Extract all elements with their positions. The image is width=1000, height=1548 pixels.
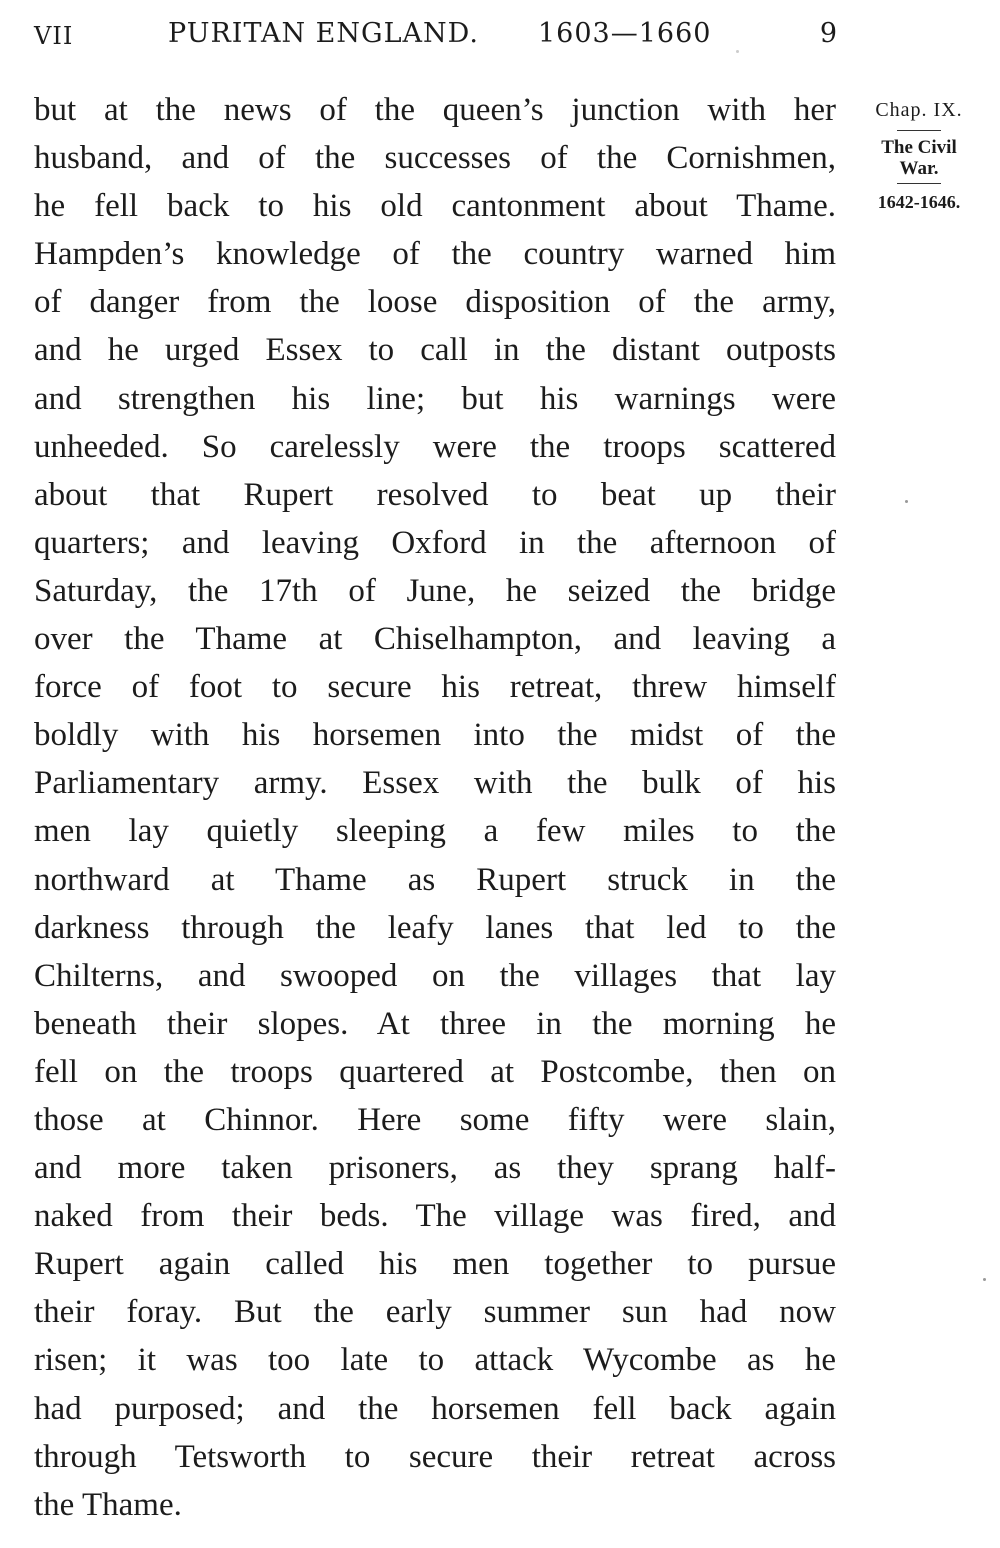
text-line: Rupert again called his men together to pursue xyxy=(34,1246,836,1283)
text-line: unheeded. So carelessly were the troops scattered xyxy=(34,428,836,465)
text-line: their foray. But the early summer sun had now xyxy=(34,1294,836,1331)
text-line: men lay quietly sleeping a few miles to the xyxy=(34,813,836,850)
text-line: of danger from the loose disposition of the army, xyxy=(34,284,836,321)
text-line: but at the news of the queen’s junction with her xyxy=(34,92,836,128)
text-line: northward at Thame as Rupert struck in the xyxy=(34,861,836,898)
text-line: Chilterns, and swooped on the villages that lay xyxy=(34,957,836,994)
text-line: he fell back to his old cantonment about Thame. xyxy=(34,188,836,225)
text-line: through Tetsworth to secure their retreat across xyxy=(34,1438,836,1475)
scan-speck xyxy=(905,500,908,503)
body-text xyxy=(34,86,836,1529)
text-line: the Thame. xyxy=(34,1486,182,1523)
running-head xyxy=(34,18,840,58)
text-line: risen; it was too late to attack Wycombe as he xyxy=(34,1342,836,1379)
page-number: 9 xyxy=(819,18,838,49)
scan-speck xyxy=(736,50,739,53)
text-line: Saturday, the 17th of June, he seized the bridge xyxy=(34,572,836,609)
text-line: quarters; and leaving Oxford in the afternoon of xyxy=(34,524,836,561)
text-line: had purposed; and the horsemen fell back again xyxy=(34,1390,836,1427)
text-line: Parliamentary army. Essex with the bulk of his xyxy=(34,765,836,802)
text-line: force of foot to secure his retreat, threw himself xyxy=(34,669,836,706)
text-line: and more taken prisoners, as they sprang half- xyxy=(34,1150,836,1187)
marginal-notes xyxy=(858,94,980,214)
text-line: fell on the troops quartered at Postcombe, then on xyxy=(34,1053,836,1090)
text-line: and he urged Essex to call in the distant outposts xyxy=(34,332,836,369)
running-head-dates: 1603—1660 xyxy=(538,18,712,49)
text-line: darkness through the leafy lanes that led to the xyxy=(34,909,836,946)
marginal-subject: The Civil War. xyxy=(881,137,957,179)
marginal-rule xyxy=(897,130,941,131)
marginal-chapter: Chap. IX. xyxy=(875,99,963,121)
running-head-title: PURITAN ENGLAND. xyxy=(168,18,479,49)
marginal-years: 1642-1646. xyxy=(877,192,961,212)
text-line: beneath their slopes. At three in the morning he xyxy=(34,1005,836,1042)
text-line: and strengthen his line; but his warnings were xyxy=(34,380,836,417)
text-line: over the Thame at Chiselhampton, and leaving a xyxy=(34,621,836,658)
scan-speck xyxy=(983,1278,986,1281)
text-line: about that Rupert resolved to beat up their xyxy=(34,476,836,513)
text-line: Hampden’s knowledge of the country warned him xyxy=(34,236,836,273)
marginal-rule xyxy=(897,183,941,184)
text-line: those at Chinnor. Here some fifty were slain, xyxy=(34,1101,836,1138)
text-line: boldly with his horsemen into the midst of the xyxy=(34,717,836,754)
running-head-chapter: VII xyxy=(34,22,74,50)
text-line: husband, and of the successes of the Cornishmen, xyxy=(34,140,836,177)
text-line: naked from their beds. The village was fired, and xyxy=(34,1198,836,1235)
